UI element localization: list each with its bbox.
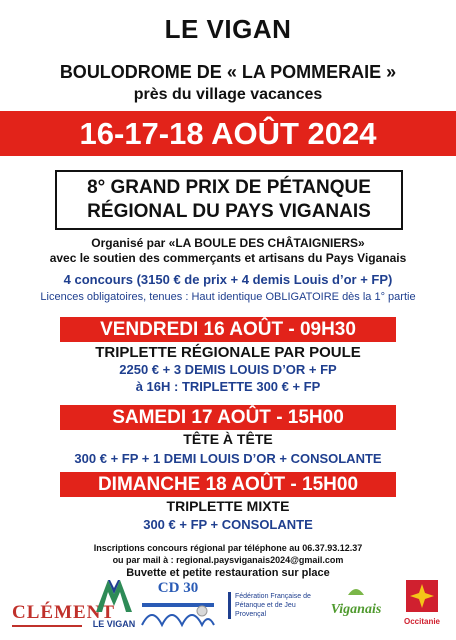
day2-title: TÊTE À TÊTE bbox=[183, 431, 273, 447]
viganais-leaf-icon bbox=[346, 585, 366, 597]
day1-banner: VENDREDI 16 AOÛT - 09H30 bbox=[60, 317, 396, 342]
day2-banner: SAMEDI 17 AOÛT - 15H00 bbox=[60, 405, 396, 430]
organiser-line1: Organisé par «LA BOULE DES CHÂTAIGNIERS» bbox=[91, 236, 365, 250]
occitanie-logo-text: Occitanie bbox=[403, 617, 440, 626]
cd30-bridge-icon bbox=[140, 597, 216, 629]
viganais-logo-text: Viganais bbox=[330, 602, 382, 617]
event-title-line2: RÉGIONAL DU PAYS VIGANAIS bbox=[87, 201, 371, 222]
town-title: LE VIGAN bbox=[164, 14, 292, 44]
registration-email: ou par mail à : regional.paysviganais2024@gmail.com bbox=[112, 555, 344, 565]
day2-prize: 300 € + FP + 1 DEMI LOUIS D’OR + CONSOLANTE bbox=[74, 451, 382, 466]
clement-logo-text: CLÉMENT bbox=[12, 602, 116, 623]
registration-phone: Inscriptions concours régional par téléphone au 06.37.93.12.37 bbox=[93, 543, 363, 553]
le-vigan-logo bbox=[92, 574, 136, 632]
viganais-logo bbox=[326, 584, 386, 632]
licences-note: Licences obligatoires, tenues : Haut identique OBLIGATOIRE dès la 1° partie bbox=[40, 291, 416, 303]
organiser-line2: avec le soutien des commerçants et artisans du Pays Viganais bbox=[49, 251, 407, 265]
dates-banner: 16-17-18 AOÛT 2024 bbox=[0, 111, 456, 156]
federation-logo bbox=[228, 592, 314, 632]
day1-extra: à 16H : TRIPLETTE 300 € + FP bbox=[135, 379, 321, 394]
event-title-line1: 8° GRAND PRIX DE PÉTANQUE bbox=[87, 177, 371, 198]
near-village: près du village vacances bbox=[133, 86, 323, 103]
day3-title: TRIPLETTE MIXTE bbox=[166, 498, 290, 514]
concours-summary: 4 concours (3150 € de prix + 4 demis Louis d’or + FP) bbox=[63, 272, 393, 287]
venue: BOULODROME DE « LA POMMERAIE » bbox=[59, 62, 397, 82]
occitanie-cross-icon bbox=[406, 580, 438, 612]
federation-logo-text: Fédération Française de Pétanque et de Jeu Provençal bbox=[228, 592, 314, 619]
event-title-box bbox=[55, 170, 403, 230]
day3-banner: DIMANCHE 18 AOÛT - 15H00 bbox=[60, 472, 396, 497]
cd30-logo bbox=[140, 580, 216, 632]
cd30-logo-text: CD 30 bbox=[157, 580, 199, 596]
refreshments-note: Buvette et petite restauration sur place bbox=[126, 567, 330, 579]
le-vigan-logo-text: LE VIGAN bbox=[92, 619, 136, 629]
le-vigan-mountain-icon bbox=[92, 574, 136, 614]
occitanie-logo bbox=[397, 580, 447, 632]
day1-prize: 2250 € + 3 DEMIS LOUIS D’OR + FP bbox=[119, 362, 337, 377]
clement-underline bbox=[12, 625, 82, 627]
day1-title: TRIPLETTE RÉGIONALE PAR POULE bbox=[95, 344, 361, 361]
day3-prize: 300 € + FP + CONSOLANTE bbox=[143, 517, 313, 532]
